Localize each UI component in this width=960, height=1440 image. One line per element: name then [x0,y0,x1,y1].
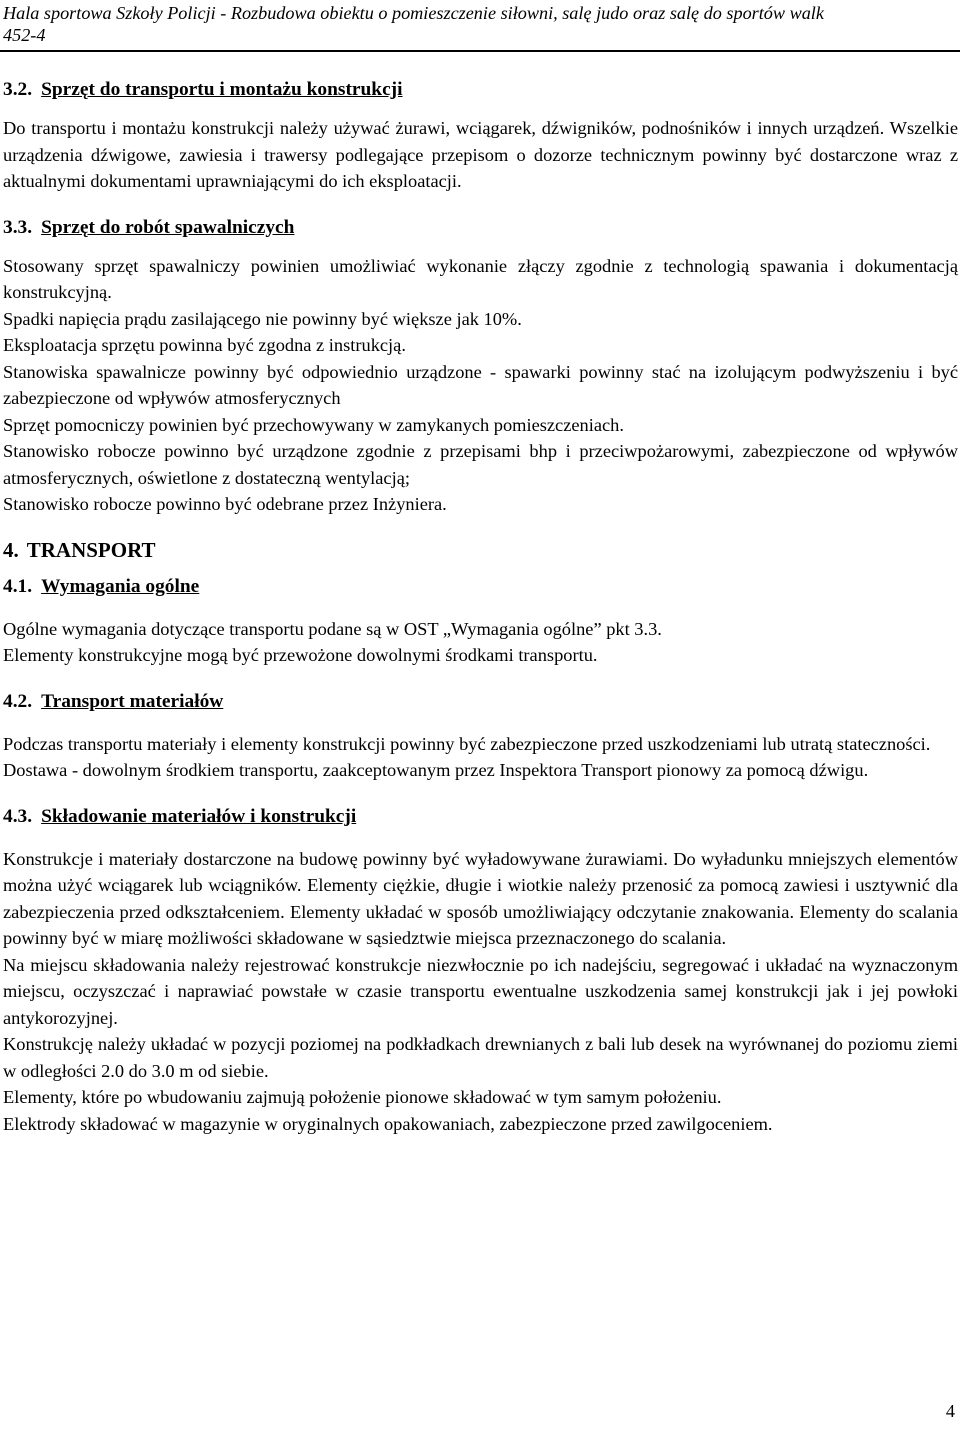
paragraph: Dostawa - dowolnym środkiem transportu, zaakceptowanym przez Inspektora Transport pionowy za pomocą dźwigu. [3,760,869,780]
paragraph: Elektrody składować w magazynie w oryginalnych opakowaniach, zabezpieczone przed zawilgoceniem. [3,1113,773,1134]
paragraph: Stosowany sprzęt spawalniczy powinien umożliwiać wykonanie złączy zgodnie z technologią spawania i dokumentacją konstrukcyjną. [3,255,958,302]
header-divider [0,50,960,52]
paragraph: Elementy konstrukcyjne mogą być przewożone dowolnymi środkami transportu. [3,645,598,665]
chapter-number: 4. [3,537,19,562]
paragraph: Do transportu i montażu konstrukcji należy używać żurawi, wciągarek, dźwigników, podnośników i innych urządzeń. Wszelkie urządzenia dźwigowe, zawiesia i trawersy podlegające przepisom o dozorze technicznym powinny być dostarczone wraz z aktualnymi dokumentami uprawniającymi do ich eksploatacji. [3,118,958,191]
paragraph: Konstrukcje i materiały dostarczone na budowę powinny być wyładowywane żurawiami. Do wyładunku mniejszych elementów można użyć wciągarek lub wciągników. Elementy ciężkie, długie i wiotkie należy przenosić za pomocą zawiesi i usztywnić dla zabezpieczenia przed odkształceniem. Elementy układać w sposób umożliwiający odczytanie znakowania. Elementy do scalania powinny być w miarę możliwości składowane w sąsiedztwie miejsca przeznaczonego do scalania. [3,848,958,948]
paragraph: Stanowisko robocze powinno być odebrane przez Inżyniera. [3,494,447,514]
section-heading-4-3 [3,804,958,830]
page-number: 4 [945,1401,955,1421]
section-heading-3-2 [3,77,958,103]
section-heading-4-2 [3,689,958,715]
section-title: Sprzęt do robót spawalniczych [41,216,295,238]
paragraph: Podczas transportu materiały i elementy konstrukcji powinny być zabezpieczone przed uszkodzeniami lub utratą stateczności. [3,733,931,754]
section-number: 4.2. [3,690,33,712]
section-title: Sprzęt do transportu i montażu konstrukcji [41,79,403,100]
section-number: 3.3. [3,216,33,238]
section-title: Wymagania ogólne [41,575,200,597]
paragraph: Sprzęt pomocniczy powinien być przechowywany w zamykanych pomieszczeniach. [3,414,624,435]
section-number: 3.2. [3,79,33,100]
header-code: 452-4 [3,25,46,45]
chapter-title: TRANSPORT [26,537,156,562]
paragraph: Konstrukcję należy układać w pozycji poziomej na podkładkach drewnianych z bali lub desek na wyrównanej do poziomu ziemi w odległości 2.0 do 3.0 m od siebie. [3,1034,958,1081]
section-heading-3-3 [3,215,958,241]
document-body [3,77,958,1137]
chapter-heading-4 [3,536,958,564]
paragraph: Elementy, które po wbudowaniu zajmują położenie pionowe składować w tym samym położeniu. [3,1087,722,1107]
header-title: Hala sportowa Szkoły Policji - Rozbudowa obiektu o pomieszczenie siłowni, salę judo oraz salę do sportów walk [3,3,824,23]
section-title: Składowanie materiałów i konstrukcji [41,805,357,827]
paragraph: Stanowiska spawalnicze powinny być odpowiednio urządzone - spawarki powinny stać na izolującym podwyższeniu i być zabezpieczone od wpływów atmosferycznych [3,361,958,408]
running-header [3,2,957,46]
section-title: Transport materiałów [41,690,224,712]
paragraph: Stanowisko robocze powinno być urządzone zgodnie z przepisami bhp i przeciwpożarowymi, zabezpieczone od wpływów atmosferycznych, oświetlone z dostateczną wentylacją; [3,441,958,488]
section-number: 4.3. [3,805,33,827]
section-number: 4.1. [3,575,33,597]
section-heading-4-1 [3,574,958,600]
paragraph: Eksploatacja sprzętu powinna być zgodna z instrukcją. [3,335,406,355]
paragraph: Na miejscu składowania należy rejestrować konstrukcje niezwłocznie po ich nadejściu, segregować i układać na wyznaczonym miejscu, oczyszczać i naprawiać powstałe w czasie transportu ewentualne uszkodzenia samej konstrukcji jak i jej powłoki antykorozyjnej. [3,954,958,1028]
paragraph: Spadki napięcia prądu zasilającego nie powinny być większe jak 10%. [3,308,522,329]
paragraph: Ogólne wymagania dotyczące transportu podane są w OST „Wymagania ogólne” pkt 3.3. [3,618,662,639]
